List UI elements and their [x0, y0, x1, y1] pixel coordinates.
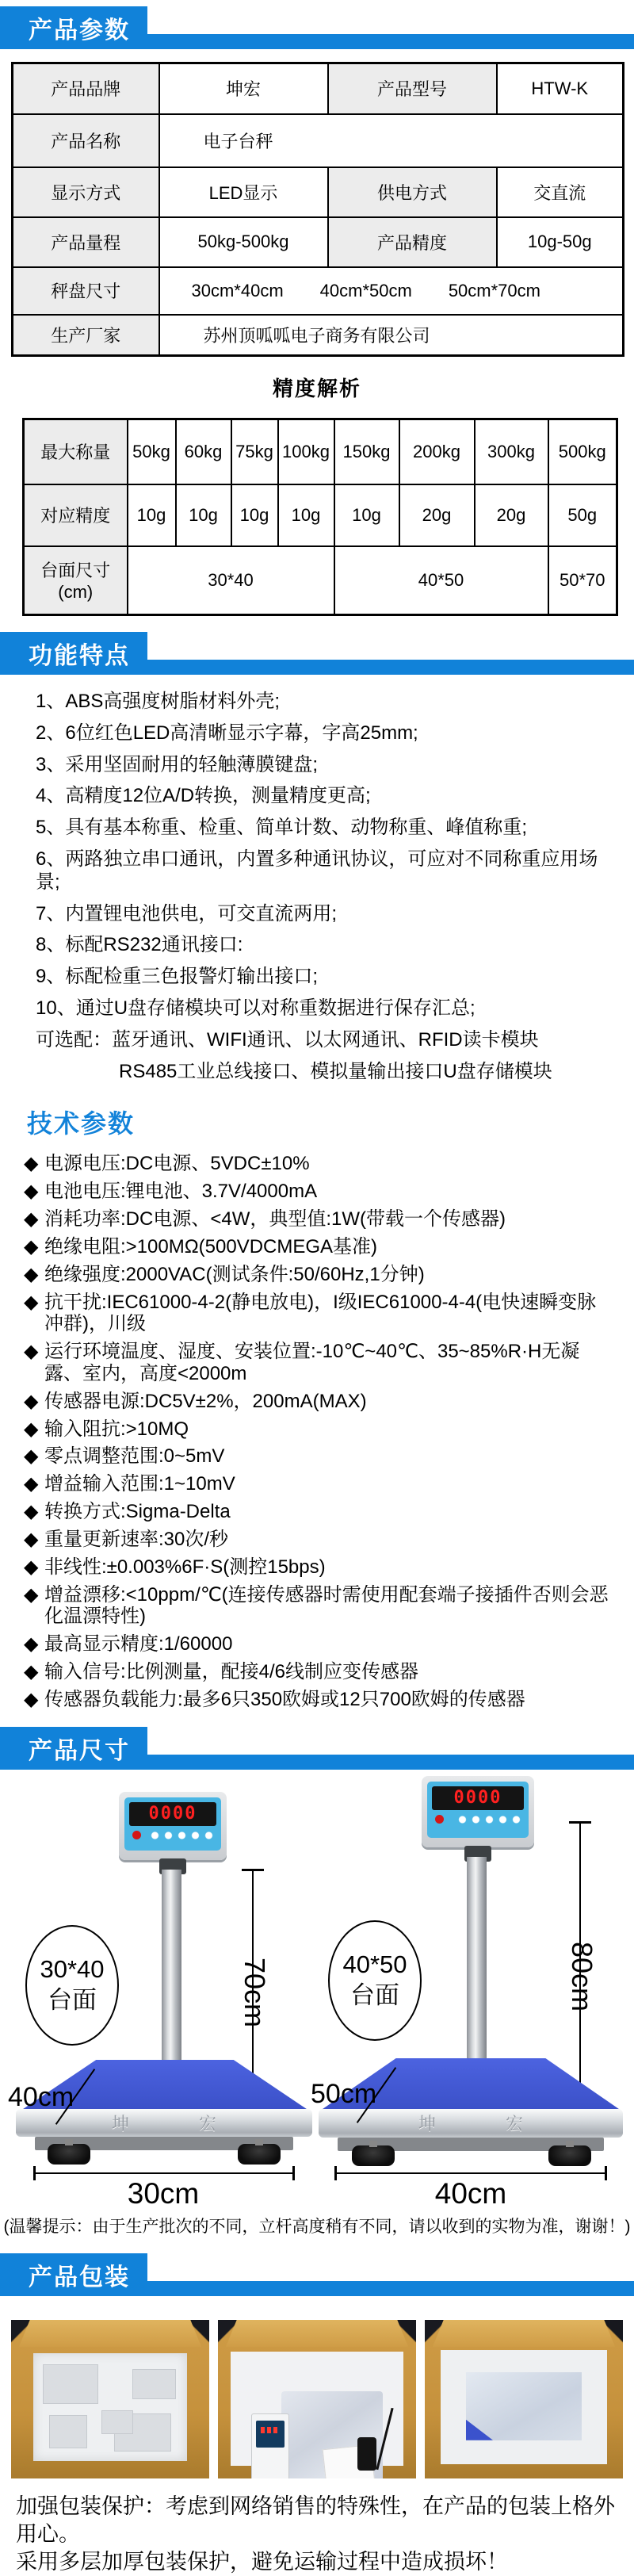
led-digits: 0000: [148, 1804, 197, 1824]
packaging-caption: [16, 2493, 618, 2576]
diamond-bullet-icon: ◆: [24, 1528, 39, 1550]
led-display: [432, 1786, 524, 1810]
scale-figure-30x40: [8, 1776, 314, 2210]
param-label: 秤盘尺寸: [13, 267, 159, 315]
adjustable-foot: [238, 2144, 281, 2165]
packaging-photo-foam-frame: [425, 2320, 623, 2478]
table-row: [13, 63, 624, 114]
tech-spec-text: 传感器负载能力:最多6只350欧姆或12只700欧姆的传感器: [44, 1688, 525, 1710]
diamond-bullet-icon: ◆: [24, 1235, 39, 1257]
platform-side-band: [16, 2109, 312, 2137]
precision-row-label: 对应精度: [24, 484, 128, 546]
table-row: [24, 419, 617, 484]
packaging-caption-line2: 采用多层加厚包装保护，避免运输过程中造成损坏！: [16, 2549, 508, 2574]
param-value: HTW-K: [497, 63, 624, 114]
diamond-bullet-icon: ◆: [24, 1341, 39, 1363]
tech-spec-text: 输入信号:比例测量，配接4/6线制应变传感器: [44, 1661, 419, 1683]
tech-spec-text: 绝缘电阻:>100MΩ(500VDCMEGA基准): [44, 1235, 378, 1257]
packaging-photos: [11, 2320, 634, 2478]
tech-spec-item: [24, 1292, 612, 1336]
platform-size-callout: [25, 1925, 119, 2046]
feature-item: RS485工业总线接口、模拟量输出接口U盘存储模块: [119, 1060, 552, 1082]
feature-item: 5、具有基本称重、检重、简单计数、动物称重、峰值称重;: [36, 817, 528, 839]
section-band-features: [0, 632, 634, 675]
tech-spec-item: [24, 1689, 612, 1711]
section-band-params: [0, 6, 634, 49]
table-row: [13, 217, 624, 267]
diamond-bullet-icon: ◆: [24, 1181, 39, 1203]
callout-suffix: 台面: [350, 1981, 399, 2009]
diamond-bullet-icon: ◆: [24, 1291, 39, 1313]
led-digits: 0000: [453, 1788, 502, 1809]
table-row: [13, 114, 624, 167]
tech-spec-item: [24, 1341, 612, 1385]
tech-spec-text: 抗干扰:IEC61000-4-2(静电放电)，I级IEC61000-4-4(电快速瞬变脉冲群)，川级: [44, 1291, 597, 1335]
capacity-cell: 50kg: [128, 419, 176, 484]
param-label: 产品品牌: [13, 63, 159, 114]
tech-spec-item: [24, 1418, 612, 1441]
diamond-bullet-icon: ◆: [24, 1633, 39, 1655]
diamond-bullet-icon: ◆: [24, 1390, 39, 1412]
scale-pole: [162, 1870, 181, 2063]
table-row: [13, 167, 624, 217]
packaging-photo-contents: [218, 2320, 416, 2478]
precision-cell: 10g: [278, 484, 334, 546]
precision-row-label: 台面尺寸(cm): [24, 546, 128, 615]
section-title-packaging: 产品包装: [0, 2253, 147, 2296]
pan-size: 40cm*50cm: [319, 280, 412, 300]
tech-specs-list: [24, 1153, 612, 1710]
tech-spec-item: [24, 1181, 612, 1203]
tech-spec-text: 增益漂移:<10ppm/℃(连接传感器时需使用配套端子接插件否则会恶化温漂特性): [44, 1583, 609, 1628]
diamond-bullet-icon: ◆: [24, 1208, 39, 1231]
tech-spec-item: [24, 1661, 612, 1683]
keypad-buttons: [147, 1831, 213, 1840]
diamond-bullet-icon: ◆: [24, 1153, 39, 1175]
adjustable-foot: [48, 2144, 90, 2165]
section-title-params: 产品参数: [0, 6, 147, 49]
indicator-head: [119, 1792, 227, 1860]
tech-spec-item: [24, 1445, 612, 1468]
height-dimension-label: 70cm: [239, 1957, 271, 2027]
tech-spec-text: 非线性:±0.003%6F·S(测控15bps): [44, 1556, 326, 1578]
param-value: 50kg-500kg: [159, 217, 328, 267]
tech-spec-text: 绝缘强度:2000VAC(测试条件:50/60Hz,1分钟): [44, 1263, 425, 1285]
section-title-size: 产品尺寸: [0, 1727, 147, 1770]
tech-specs-title: 技术参数: [27, 1109, 136, 1139]
diamond-bullet-icon: ◆: [24, 1263, 39, 1285]
param-label: 产品量程: [13, 217, 159, 267]
diamond-bullet-icon: ◆: [24, 1583, 39, 1606]
feature-item: 3、采用坚固耐用的轻触薄膜键盘;: [36, 753, 319, 775]
led-display: [129, 1802, 216, 1826]
tech-spec-item: [24, 1584, 612, 1629]
param-label: 显示方式: [13, 167, 159, 217]
tech-spec-text: 电池电压:锂电池、3.7V/4000mA: [44, 1181, 318, 1203]
precision-cell: 10g: [176, 484, 231, 546]
param-label: 供电方式: [328, 167, 497, 217]
diamond-bullet-icon: ◆: [24, 1556, 39, 1578]
precision-cell: 50g: [548, 484, 617, 546]
platform-size-cell: 30*40: [128, 546, 334, 615]
table-row: [13, 267, 624, 315]
product-size-figures: [0, 1776, 634, 2210]
tech-spec-text: 增益输入范围:1~10mV: [44, 1473, 235, 1495]
section-title-features: 功能特点: [0, 632, 147, 675]
packaging-photo-foam-insert: [11, 2320, 209, 2478]
tech-spec-item: [24, 1153, 612, 1175]
tech-spec-item: [24, 1264, 612, 1286]
tech-spec-text: 消耗功率:DC电源、<4W，典型值:1W(带载一个传感器): [44, 1208, 506, 1231]
feature-item: 6、两路独立串口通讯，内置多种通讯协议，可应对不同称重应用场景;: [36, 848, 598, 893]
feature-item: 7、内置锂电池供电，可交直流两用;: [36, 902, 338, 924]
adjustable-foot: [548, 2145, 591, 2166]
param-value: [159, 267, 624, 315]
capacity-cell: 500kg: [548, 419, 617, 484]
tech-spec-text: 运行环境温度、湿度、安装位置:-10℃~40℃、35~85%R·H无凝露、室内，高度<2000m: [44, 1341, 580, 1384]
capacity-cell: 100kg: [278, 419, 334, 484]
feature-item: 4、高精度12位A/D转换，测量精度更高;: [36, 785, 371, 807]
precision-cell: 20g: [475, 484, 548, 546]
width-dimension-line: [334, 2172, 607, 2174]
param-label: 产品型号: [328, 63, 497, 114]
precision-cell: 20g: [399, 484, 475, 546]
scale-pole: [467, 1857, 487, 2061]
depth-dimension-label: 50cm: [311, 2078, 377, 2109]
table-row: [13, 315, 624, 356]
precision-cell: 10g: [334, 484, 399, 546]
diamond-bullet-icon: ◆: [24, 1501, 39, 1523]
tech-spec-text: 输入阻抗:>10MQ: [44, 1418, 189, 1440]
scale-figure-40x50: [311, 1776, 621, 2210]
param-value: 电子台秤: [159, 114, 624, 167]
callout-suffix: 台面: [48, 1985, 97, 2014]
tech-spec-item: [24, 1501, 612, 1523]
brand-text: 坤宏: [111, 2113, 286, 2134]
tech-spec-item: [24, 1556, 612, 1579]
feature-item: 8、标配RS232通讯接口:: [36, 934, 243, 956]
height-dimension-label: 80cm: [566, 1941, 598, 2011]
section-band-packaging: [0, 2253, 634, 2296]
platform-size-cell: 40*50: [334, 546, 548, 615]
pan-size: 50cm*70cm: [448, 280, 540, 300]
precision-title: 精度解析: [272, 377, 361, 400]
brand-text: 坤宏: [418, 2114, 593, 2134]
precision-cell: 10g: [231, 484, 278, 546]
capacity-cell: 60kg: [176, 419, 231, 484]
pan-size: 30cm*40cm: [191, 280, 284, 300]
capacity-cell: 150kg: [334, 419, 399, 484]
tech-spec-text: 零点调整范围:0~5mV: [44, 1445, 225, 1468]
tech-spec-item: [24, 1473, 612, 1495]
precision-row-label: 最大称量: [24, 419, 128, 484]
width-dimension-label: 30cm: [127, 2176, 200, 2210]
platform-size-cell: 50*70: [548, 546, 617, 615]
diamond-bullet-icon: ◆: [24, 1688, 39, 1710]
feature-item: 1、ABS高强度树脂材料外壳;: [36, 691, 281, 712]
adjustable-foot: [352, 2145, 395, 2166]
tech-spec-item: [24, 1208, 612, 1231]
tech-spec-text: 转换方式:Sigma-Delta: [44, 1501, 231, 1523]
callout-size: 40*50: [342, 1950, 407, 1978]
capacity-cell: 200kg: [399, 419, 475, 484]
power-button-icon: [132, 1831, 141, 1839]
packaging-caption-line1: 加强包装保护：考虑到网络销售的特殊性，在产品的包装上格外用心。: [16, 2494, 615, 2546]
precision-cell: 10g: [128, 484, 176, 546]
tech-spec-text: 电源电压:DC电源、5VDC±10%: [44, 1153, 310, 1175]
keypad-buttons: [454, 1815, 521, 1824]
table-row: [24, 484, 617, 546]
tech-spec-text: 最高显示精度:1/60000: [44, 1633, 233, 1655]
depth-dimension-label: 40cm: [8, 2081, 74, 2112]
tech-spec-item: [24, 1236, 612, 1258]
callout-size: 30*40: [40, 1955, 105, 1983]
param-label: 生产厂家: [13, 315, 159, 356]
width-dimension-line: [33, 2172, 295, 2174]
param-value: LED显示: [159, 167, 328, 217]
tech-spec-text: 传感器电源:DC5V±2%，200mA(MAX): [44, 1390, 367, 1412]
features-list: [36, 691, 602, 1083]
feature-item: 2、6位红色LED高清晰显示字幕，字高25mm;: [36, 722, 418, 744]
diamond-bullet-icon: ◆: [24, 1445, 39, 1468]
param-value: 交直流: [497, 167, 624, 217]
size-note: (温馨提示：由于生产批次的不同，立杆高度稍有不同，请以收到的实物为准，谢谢！): [3, 2217, 631, 2236]
indicator-head: [422, 1776, 534, 1847]
param-value: 10g-50g: [497, 217, 624, 267]
param-label: 产品名称: [13, 114, 159, 167]
precision-table: [22, 418, 618, 616]
power-button-icon: [435, 1815, 444, 1824]
param-value: 苏州顶呱呱电子商务有限公司: [159, 315, 624, 356]
table-row: [24, 546, 617, 615]
width-dimension-label: 40cm: [434, 2176, 507, 2210]
platform-size-callout: [328, 1920, 422, 2041]
param-label: 产品精度: [328, 217, 497, 267]
diamond-bullet-icon: ◆: [24, 1661, 39, 1683]
tech-spec-item: [24, 1529, 612, 1551]
tech-spec-item: [24, 1633, 612, 1655]
param-value: 坤宏: [159, 63, 328, 114]
section-band-size: [0, 1727, 634, 1770]
tech-spec-item: [24, 1391, 612, 1413]
feature-item: 10、通过U盘存储模块可以对称重数据进行保存汇总;: [36, 997, 476, 1019]
capacity-cell: 75kg: [231, 419, 278, 484]
diamond-bullet-icon: ◆: [24, 1418, 39, 1440]
product-parameters-table: [11, 62, 624, 357]
feature-item: 可选配：蓝牙通讯、WIFI通讯、以太网通讯、RFID读卡模块: [36, 1028, 539, 1051]
feature-item: 9、标配检重三色报警灯输出接口;: [36, 966, 319, 988]
diamond-bullet-icon: ◆: [24, 1473, 39, 1495]
capacity-cell: 300kg: [475, 419, 548, 484]
tech-spec-text: 重量更新速率:30次/秒: [44, 1528, 229, 1550]
